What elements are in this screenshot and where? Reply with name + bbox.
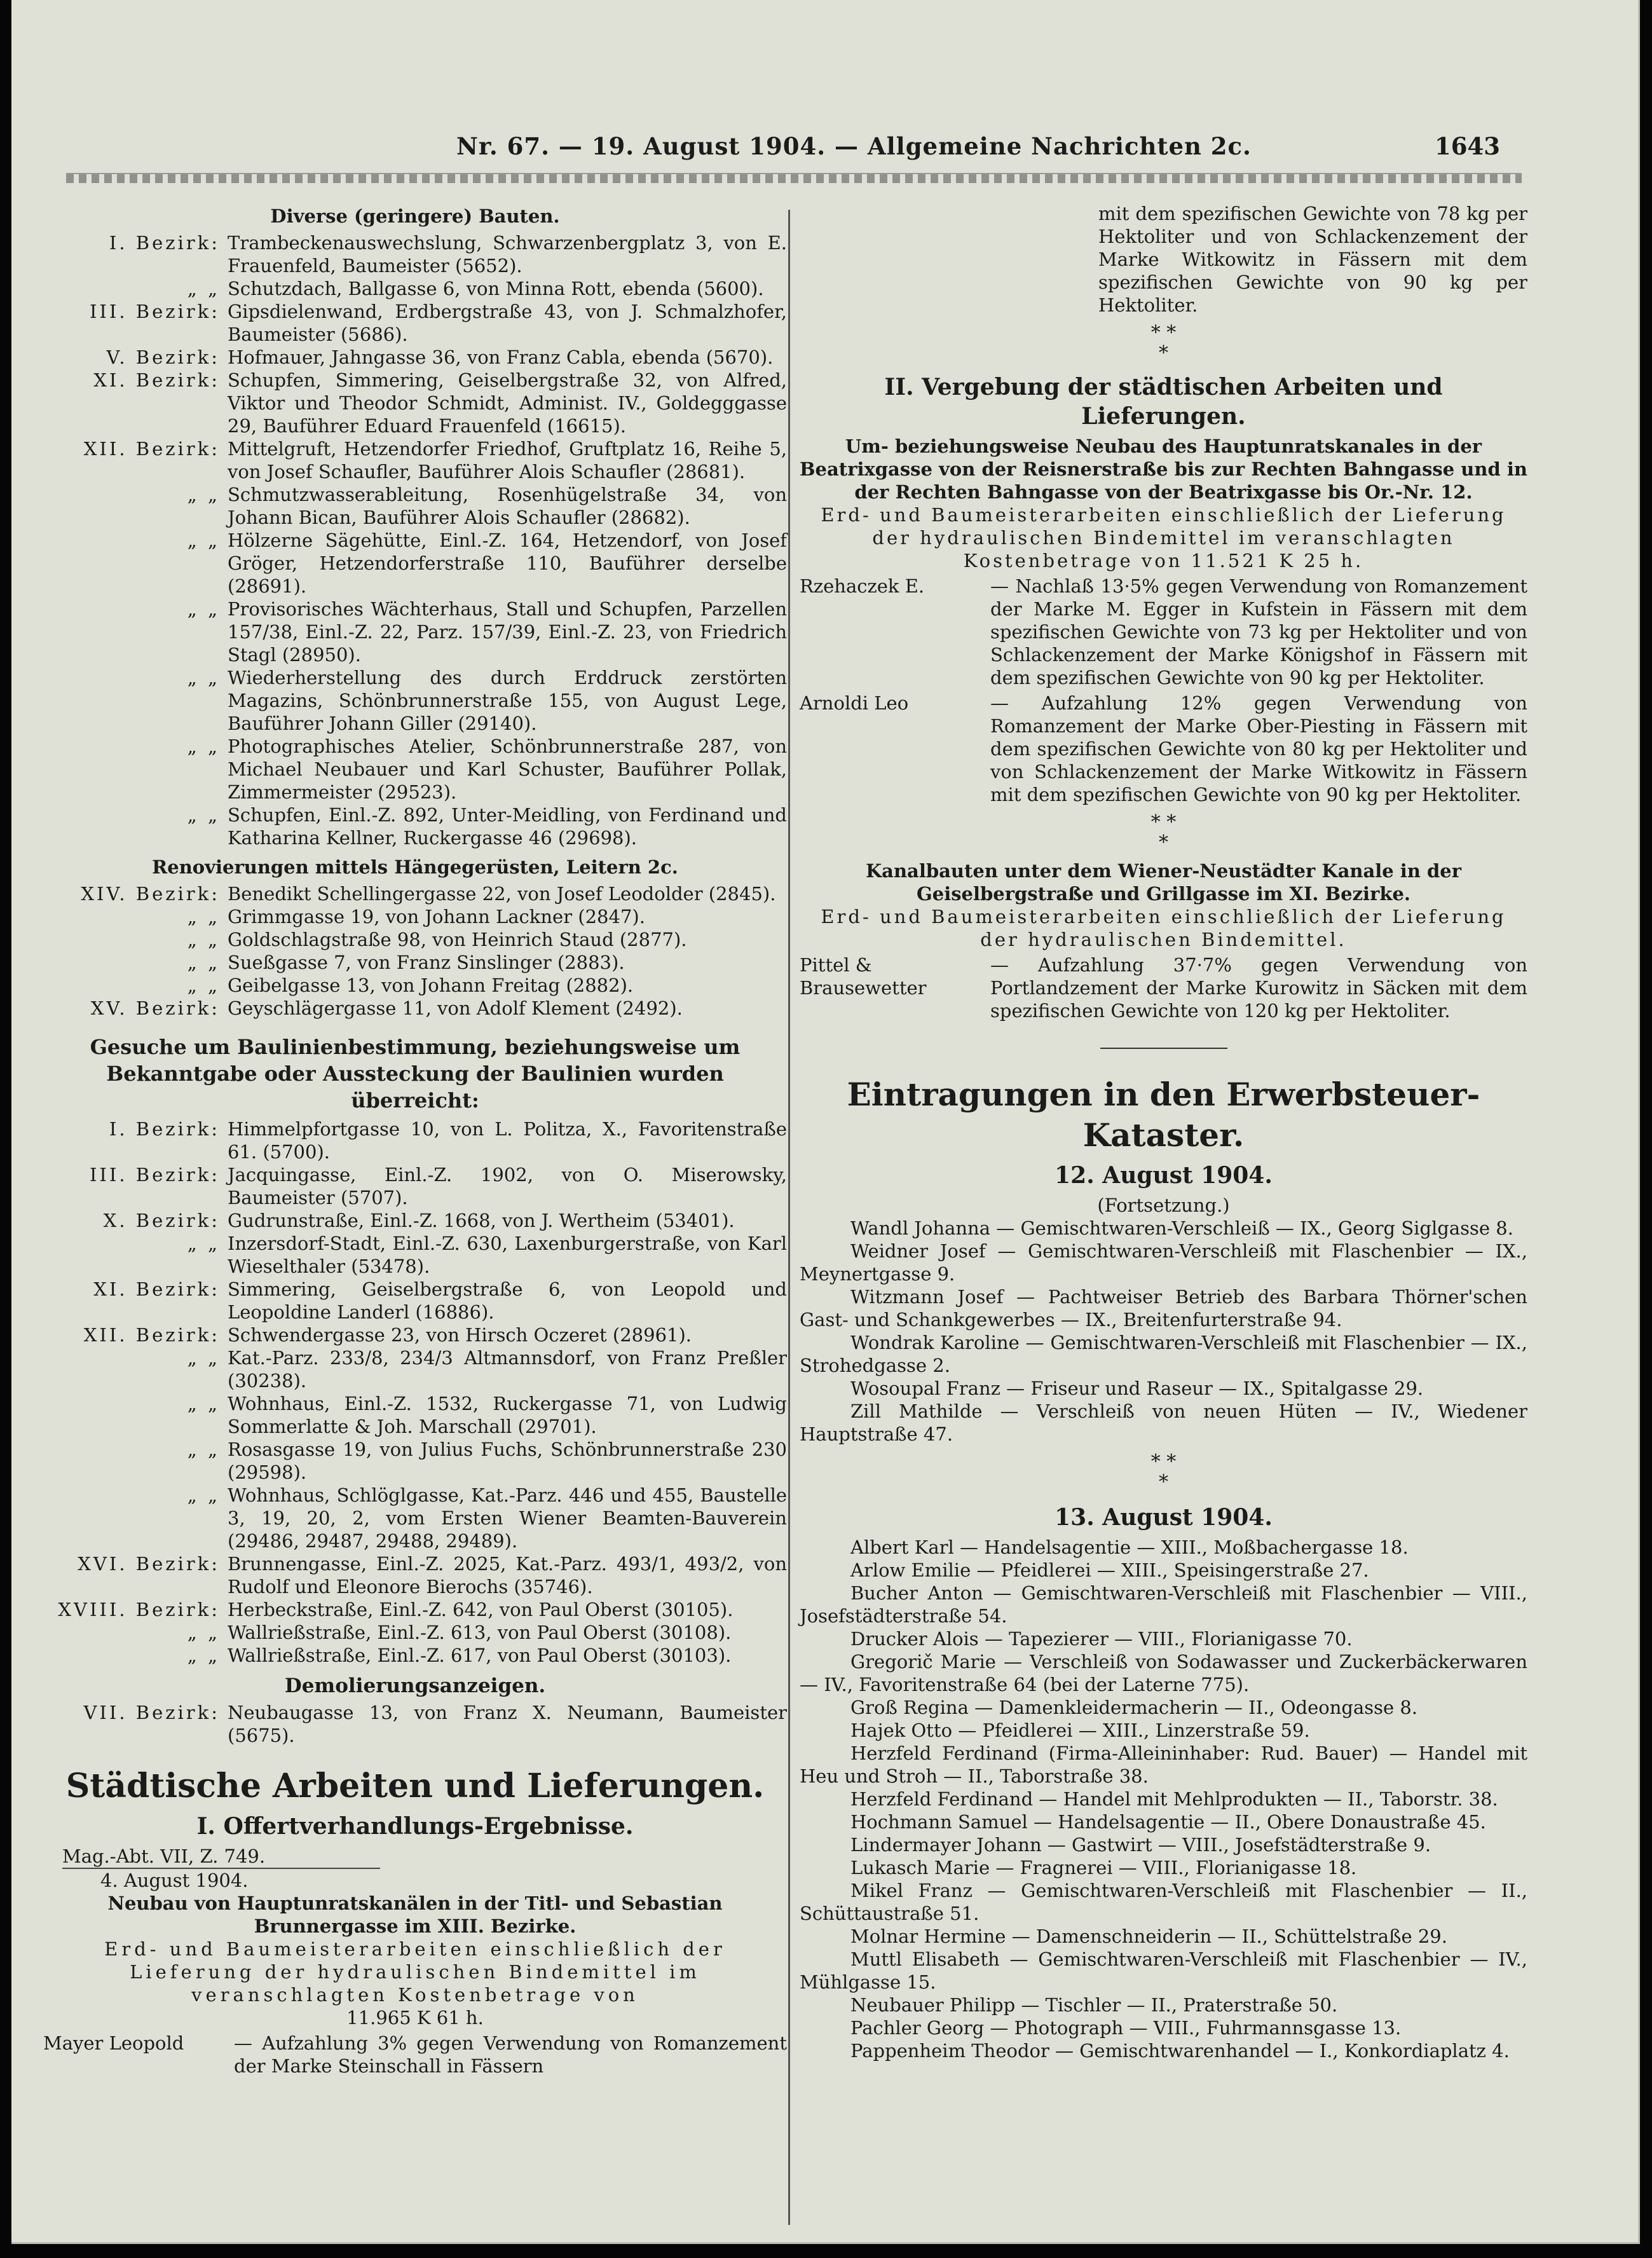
separator-stars: * * * (1150, 322, 1177, 364)
entry (43, 437, 787, 483)
entry (43, 951, 787, 974)
entry (43, 804, 787, 849)
register-entry: Albert Karl — Handelsagentie — XIII., Moßbachergasse 18. (850, 1536, 1409, 1558)
entry-district: I. Bezirk: (109, 1118, 220, 1140)
register-entry: Weidner Josef — Gemischtwaren-Verschleiß mit Flaschenbier — IX., Meynertgasse 9. (800, 1240, 1527, 1285)
heading-offertverhandlungen: I. Offertverhandlungs-Ergebnisse. (196, 1813, 634, 1840)
offers-kanalbauten (800, 954, 1527, 1022)
entry-text: Schmutzwasserableitung, Rosenhügelstraße 34, von Johann Bican, Bauführer Alois Schaufler (28682). (228, 484, 787, 528)
entry (43, 483, 787, 529)
entry-text: Grimmgasse 19, von Johann Lackner (2847). (228, 906, 645, 927)
entry-district: V. Bezirk: (106, 346, 220, 368)
entry-text: Wallrießstraße, Einl.-Z. 613, von Paul Oberst (30108). (228, 1622, 732, 1643)
entry-district: „ „ (187, 484, 220, 505)
entry-district: „ „ (187, 975, 220, 996)
entry (43, 277, 787, 300)
offer (800, 575, 1527, 689)
page-number: 1643 (1435, 132, 1500, 160)
estimate-amount: 11.965 K 61 h. (346, 2007, 484, 2029)
project-beatrixgasse: Um- beziehungsweise Neubau des Hauptunratskanales in der Beatrixgasse von der Reisnerstraße bis zur Rechten Bahngasse und in der Rechten Bahngasse von der Beatrixgasse bis Or.-Nr. 12. (800, 435, 1527, 503)
register-entry: Wondrak Karoline — Gemischtwaren-Verschleiß mit Flaschenbier — IX., Strohedgasse 2. (800, 1332, 1527, 1376)
left-column (43, 202, 787, 2080)
entry-district: I. Bezirk: (109, 232, 220, 254)
entry (43, 1163, 787, 1209)
entry (43, 735, 787, 804)
entry-district: XI. Bezirk: (93, 1278, 220, 1300)
entry-text: Wallrießstraße, Einl.-Z. 617, von Paul Oberst (30103). (228, 1645, 732, 1666)
eintragungen-list-2 (800, 1536, 1527, 2062)
entry-district: XII. Bezirk: (83, 1324, 220, 1346)
entry-text: Schupfen, Simmering, Geiselbergstraße 32, von Alfred, Viktor und Theodor Schmidt, Administ. IV., Goldegggasse 29, Bauführer Eduard Frauenfeld (16615). (228, 369, 787, 437)
register-entry: Bucher Anton — Gemischtwaren-Verschleiß mit Flaschenbier — VIII., Josefstädterstraße 54. (800, 1582, 1527, 1627)
entry-text: Goldschlagstraße 98, von Heinrich Staud (2877). (228, 929, 687, 950)
entry-district: „ „ (187, 1393, 220, 1414)
entry-district: „ „ (187, 736, 220, 757)
entry-district: „ „ (187, 929, 220, 950)
heading-staedtische-arbeiten: Städtische Arbeiten und Lieferungen. (65, 1767, 765, 1805)
entry-district: „ „ (187, 530, 220, 551)
offer-firm: Arnoldi Leo (800, 692, 909, 714)
heading-renovierungen: Renovierungen mittels Hängegerüsten, Leitern 2c. (152, 856, 678, 878)
entry-district: X. Bezirk: (103, 1210, 220, 1231)
entry-text: Schutzdach, Ballgasse 6, von Minna Rott, ebenda (5600). (228, 278, 764, 299)
heading-vergebung: II. Vergebung der städtischen Arbeiten und Lieferungen. (884, 374, 1443, 430)
heading-eintragungen: Eintragungen in den Erwerbsteuer-Kataster. (847, 1076, 1480, 1154)
entry-district: „ „ (187, 598, 220, 620)
entry-district: „ „ (187, 1484, 220, 1506)
entry-text: Benedikt Schellingergasse 22, von Josef Leodolder (2845). (228, 883, 776, 905)
register-entry: Herzfeld Ferdinand (Firma-Alleininhaber: Rud. Bauer) — Handel mit Heu und Stroh — II., Taborstraße 38. (800, 1742, 1527, 1787)
entry-district: „ „ (187, 278, 220, 299)
entry-text: Wiederherstellung des durch Erddruck zerstörten Magazins, Schönbrunnerstraße 155, von August Lege, Bauführer Johann Giller (29140). (228, 667, 787, 734)
short-rule (1100, 1048, 1227, 1049)
entry (43, 882, 787, 905)
entry (43, 1209, 787, 1232)
entry-district: III. Bezirk: (89, 301, 220, 322)
entry-district: „ „ (187, 1645, 220, 1666)
entry-text: Simmering, Geiselbergstraße 6, von Leopold und Leopoldine Landerl (16886). (228, 1278, 787, 1323)
offer (43, 2032, 787, 2077)
reference: Mag.-Abt. VII, Z. 749. (62, 1845, 380, 1869)
register-entry: Muttl Elisabeth — Gemischtwaren-Verschleiß mit Flaschenbier — IV., Mühlgasse 15. (800, 1948, 1527, 1993)
register-entry: Neubauer Philipp — Tischler — II., Praterstraße 50. (850, 1994, 1338, 2016)
entry-text: Hofmauer, Jahngasse 36, von Franz Cabla, ebenda (5670). (228, 346, 774, 368)
entry-text: Brunnengasse, Einl.-Z. 2025, Kat.-Parz. 493/1, 493/2, von Rudolf und Eleonore Bierochs (35746). (228, 1553, 787, 1598)
register-entry: Drucker Alois — Tapezierer — VIII., Florianigasse 70. (850, 1628, 1353, 1650)
entry-text: Wohnhaus, Schlöglgasse, Kat.-Parz. 446 und 455, Baustelle 3, 19, 20, 2, vom Ersten Wiener Beamten-Bauverein (29486, 29487, 29488, 29489). (228, 1484, 787, 1552)
register-entry: Lukasch Marie — Fragnerei — VIII., Florianigasse 18. (850, 1857, 1357, 1878)
gesuche-list (43, 1118, 787, 1667)
entry-district: XVIII. Bezirk: (58, 1599, 220, 1620)
entry (43, 1484, 787, 1552)
entry-text: Geibelgasse 13, von Johann Freitag (2882). (228, 975, 634, 996)
register-entry: Gregorič Marie — Verschleiß von Sodawasser und Zuckerbäckerwaren — IV., Favoritenstraße 64 (bei der Laterne 775). (800, 1651, 1527, 1695)
entry (43, 1232, 787, 1278)
continued-text: mit dem spezifischen Gewichte von 78 kg per Hektoliter und von Schlackenzement der Marke Witkowitz in Fässern mit dem spezifischen Gewichte von 90 kg per Hektoliter. (1098, 203, 1527, 316)
entry-district: XII. Bezirk: (83, 438, 220, 460)
offer (800, 954, 1527, 1022)
entry (43, 231, 787, 277)
offer-firm: Pittel & Brausewetter (800, 954, 927, 999)
register-entry: Witzmann Josef — Pachtweiser Betrieb des Barbara Thörner'schen Gast- und Schankgewerbes — IX., Breitenfurterstraße 94. (800, 1286, 1527, 1331)
demol-list (43, 1701, 787, 1747)
running-header (11, 127, 1640, 165)
entry (43, 1621, 787, 1644)
entry-text: Gudrunstraße, Einl.-Z. 1668, von J. Wertheim (53401). (228, 1210, 735, 1231)
date-13-august: 13. August 1904. (1055, 1504, 1273, 1531)
register-entry: Wosoupal Franz — Friseur und Raseur — IX., Spitalgasse 29. (850, 1378, 1424, 1399)
entry-text: Schwendergasse 23, von Hirsch Oczeret (28961). (228, 1324, 692, 1346)
work-beatrixgasse: Erd- und Baumeisterarbeiten einschließlich der Lieferung der hydraulischen Bindemittel im veranschlagten Kostenbetrage von 11.521 K 25 h. (821, 504, 1506, 571)
entry (43, 1278, 787, 1324)
entry-text: Wohnhaus, Einl.-Z. 1532, Ruckergasse 71, von Ludwig Sommerlatte & Joh. Marschall (29701). (228, 1393, 787, 1437)
project-kanalbauten: Kanalbauten unter dem Wiener-Neustädter Kanale in der Geiselbergstraße und Grillgasse im XI. Bezirke. (865, 860, 1462, 905)
entry-text: Mittelgruft, Hetzendorfer Friedhof, Gruftplatz 16, Reihe 5, von Josef Schaufler, Bauführer Alois Schaufler (28681). (228, 438, 787, 482)
entry-text: Himmelpfortgasse 10, von L. Politza, X., Favoritenstraße 61. (5700). (228, 1118, 787, 1163)
register-entry: Groß Regina — Damenkleidermacherin — II., Odeongasse 8. (850, 1697, 1418, 1718)
entry-district: XI. Bezirk: (93, 369, 220, 391)
register-entry: Hochmann Samuel — Handelsagentie — II., Obere Donaustraße 45. (850, 1811, 1486, 1833)
entry-text: Gipsdielenwand, Erdbergstraße 43, von J. Schmalzhofer, Baumeister (5686). (228, 301, 787, 345)
offer-text: — Aufzahlung 3% gegen Verwendung von Romanzement der Marke Steinschall in Fässern (234, 2032, 787, 2077)
entry-text: Hölzerne Sägehütte, Einl.-Z. 164, Hetzendorf, von Josef Gröger, Hetzendorferstraße 110, Bauführer derselbe (28691). (228, 530, 787, 597)
entry-district: III. Bezirk: (89, 1164, 220, 1186)
entry-text: Herbeckstraße, Einl.-Z. 642, von Paul Oberst (30105). (228, 1599, 734, 1620)
entry-district: „ „ (187, 1233, 220, 1254)
entry (43, 598, 787, 666)
diverse-list (43, 231, 787, 849)
entry-district: „ „ (187, 667, 220, 688)
header-rule (66, 173, 1522, 183)
separator-stars-2: * * * (1150, 811, 1177, 854)
date-12-august: 12. August 1904. (1055, 1162, 1273, 1189)
heading-gesuche: Gesuche um Baulinienbestimmung, beziehungsweise um Bekanntgabe oder Aussteckung der Baulinien wurden überreicht: (90, 1035, 741, 1112)
entry (43, 928, 787, 951)
column-divider (788, 210, 790, 2225)
entry-district: „ „ (187, 1347, 220, 1369)
register-entry: Herzfeld Ferdinand — Handel mit Mehlprodukten — II., Taborstr. 38. (850, 1788, 1498, 1810)
entry-text: Provisorisches Wächterhaus, Stall und Schupfen, Parzellen 157/38, Einl.-Z. 22, Parz. 157/39, Einl.-Z. 23, von Friedrich Stagl (28950). (228, 598, 787, 666)
offer-firm: Rzehaczek E. (800, 575, 925, 597)
entry-district: XVI. Bezirk: (78, 1553, 220, 1575)
entry-district: XIV. Bezirk: (81, 883, 220, 905)
right-column (800, 202, 1527, 2062)
running-title: Nr. 67. — 19. August 1904. — Allgemeine Nachrichten 2c. (456, 132, 1252, 160)
entry (43, 1438, 787, 1484)
register-entry: Lindermayer Johann — Gastwirt — VIII., Josefstädterstraße 9. (850, 1834, 1431, 1856)
offer (800, 692, 1527, 806)
register-entry: Mikel Franz — Gemischtwaren-Verschleiß mit Flaschenbier — II., Schüttaustraße 51. (800, 1880, 1527, 1924)
entry (43, 1644, 787, 1667)
entry-text: Photographisches Atelier, Schönbrunnerstraße 287, von Michael Neubauer und Karl Schuster, Bauführer Pollak, Zimmermeister (29523). (228, 736, 787, 803)
entry (43, 997, 787, 1020)
entry (43, 1118, 787, 1163)
offer-text: — Nachlaß 13·5% gegen Verwendung von Romanzement der Marke M. Egger in Kufstein in Fässern mit dem spezifischen Gewichte von 73 kg per Hektoliter und von Schlackenzement der Marke Königshof in Fässern mit dem spezifischen Gewichte von 90 kg per Hektoliter. (990, 575, 1527, 688)
offer-text: — Aufzahlung 37·7% gegen Verwendung von Portlandzement der Marke Kurowitz in Säcken mit dem spezifischen Gewichte von 120 kg per Hektoliter. (990, 954, 1527, 1022)
entry (43, 666, 787, 735)
entry-district: „ „ (187, 804, 220, 826)
register-entry: Zill Mathilde — Verschleiß von neuen Hüten — IV., Wiedener Hauptstraße 47. (800, 1400, 1527, 1445)
entry-text: Rosasgasse 19, von Julius Fuchs, Schönbrunnerstraße 230 (29598). (228, 1439, 787, 1483)
entry (43, 346, 787, 369)
entry-text: Inzersdorf-Stadt, Einl.-Z. 630, Laxenburgerstraße, von Karl Wieselthaler (53478). (228, 1233, 787, 1277)
entry (43, 1598, 787, 1621)
work-description: Erd- und Baumeisterarbeiten einschließlich der Lieferung der hydraulischen Bindemittel im veranschlagten Kostenbetrage von (104, 1938, 726, 2006)
entry (43, 1324, 787, 1346)
entry-text: Kat.-Parz. 233/8, 234/3 Altmannsdorf, von Franz Preßler (30238). (228, 1347, 787, 1392)
entry-district: „ „ (187, 906, 220, 927)
heading-demolierung: Demolierungsanzeigen. (284, 1674, 546, 1697)
register-entry: Pachler Georg — Photograph — VIII., Fuhrmannsgasse 13. (850, 2017, 1402, 2039)
entry-text: Neubaugasse 13, von Franz X. Neumann, Baumeister (5675). (228, 1702, 787, 1746)
entry-text: Schupfen, Einl.-Z. 892, Unter-Meidling, von Ferdinand und Katharina Kellner, Ruckergasse 46 (29698). (228, 804, 787, 849)
work-kanalbauten: Erd- und Baumeisterarbeiten einschließlich der Lieferung der hydraulischen Bindemittel. (821, 906, 1506, 950)
register-entry: Wandl Johanna — Gemischtwaren-Verschleiß — IX., Georg Siglgasse 8. (850, 1217, 1513, 1239)
offer-firm: Mayer Leopold (43, 2032, 184, 2054)
entry-district: VII. Bezirk: (83, 1702, 220, 1723)
fortsetzung: (Fortsetzung.) (1097, 1194, 1230, 1216)
register-entry: Hajek Otto — Pfeidlerei — XIII., Linzerstraße 59. (850, 1720, 1310, 1741)
heading-diverse: Diverse (geringere) Bauten. (270, 205, 560, 227)
entry-text: Jacquingasse, Einl.-Z. 1902, von O. Miserowsky, Baumeister (5707). (228, 1164, 787, 1208)
entry-text: Geyschlägergasse 11, von Adolf Klement (2492). (228, 997, 683, 1019)
newspaper-page (11, 0, 1640, 2244)
separator-stars-3: * * * (1150, 1451, 1177, 1493)
eintragungen-list-1 (800, 1217, 1527, 1446)
entry-district: XV. Bezirk: (90, 997, 220, 1019)
offers-list (43, 2032, 787, 2077)
entry-district: „ „ (187, 1439, 220, 1460)
offer-text: — Aufzahlung 12% gegen Verwendung von Romanzement der Marke Ober-Piesting in Fässern mit dem spezifischen Gewichte von 80 kg per Hektoliter und von Schlackenzement der Marke Witkowitz in Fässern mit dem spezifischen Gewichte von 90 kg per Hektoliter. (990, 692, 1527, 805)
renov-list (43, 882, 787, 1020)
register-entry: Molnar Hermine — Damenschneiderin — II., Schüttelstraße 29. (850, 1926, 1447, 1947)
register-entry: Arlow Emilie — Pfeidlerei — XIII., Speisingerstraße 27. (850, 1559, 1369, 1581)
entry (43, 1392, 787, 1438)
entry-district: „ „ (187, 952, 220, 973)
entry-district: „ „ (187, 1622, 220, 1643)
entry-text: Trambeckenauswechslung, Schwarzenbergplatz 3, von E. Frauenfeld, Baumeister (5652). (228, 232, 787, 277)
offers-beatrixgasse (800, 575, 1527, 806)
project-title: Neubau von Hauptunratskanälen in der Titl- und Sebastian Brunnergasse im XIII. Bezirke. (107, 1892, 723, 1937)
entry-text: Sueßgasse 7, von Franz Sinslinger (2883). (228, 952, 625, 973)
register-entry: Pappenheim Theodor — Gemischtwarenhandel — I., Konkordiaplatz 4. (850, 2040, 1510, 2062)
entry (43, 529, 787, 598)
entry (43, 300, 787, 346)
entry (43, 1346, 787, 1392)
entry (43, 1701, 787, 1747)
entry (43, 369, 787, 437)
entry (43, 974, 787, 997)
reference-date: 4. August 1904. (100, 1870, 249, 1891)
entry (43, 1552, 787, 1598)
entry (43, 905, 787, 928)
